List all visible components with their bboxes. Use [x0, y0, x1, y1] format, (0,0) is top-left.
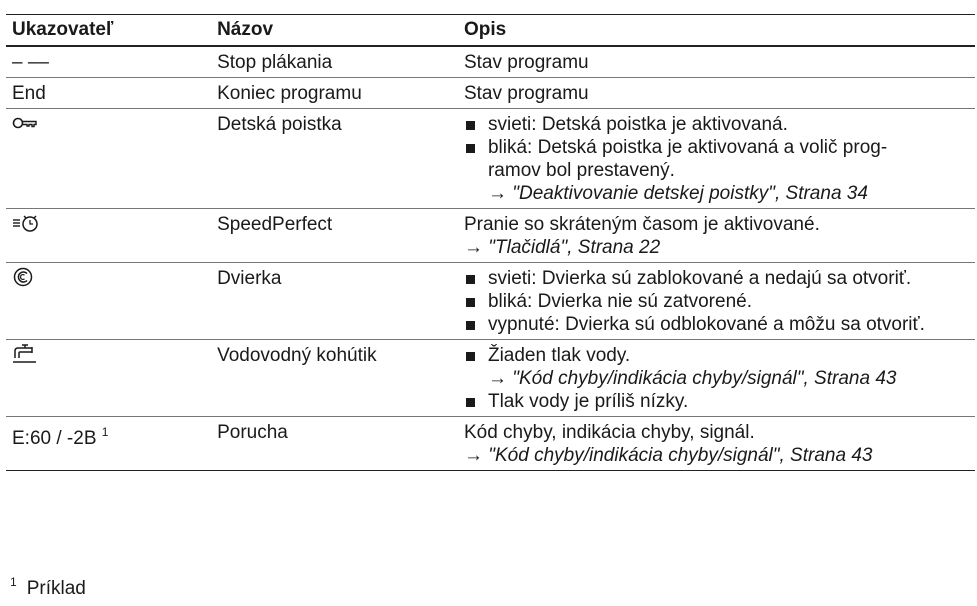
footnote-text: Príklad: [26, 578, 86, 599]
header-name: Názov: [211, 15, 458, 47]
description-cell: [458, 209, 975, 263]
table-row: [6, 417, 975, 471]
bullet-list: [464, 113, 969, 159]
header-indicator: Ukazovateľ: [6, 15, 211, 47]
description-cell: Stav programu: [458, 78, 975, 109]
key-icon: [12, 113, 38, 136]
cross-reference-link[interactable]: → "Deaktivovanie detskej poistky", Strana 34: [487, 183, 868, 204]
list-item: vypnuté: Dvierka sú odblokované a môžu sa otvoriť.: [464, 313, 969, 336]
name-cell: Porucha: [211, 417, 458, 471]
indicator-cell: End: [6, 78, 211, 109]
indicator-cell: [6, 209, 211, 263]
continuation-text: ramov bol prestavený.: [487, 160, 675, 181]
cross-reference-link[interactable]: → "Kód chyby/indikácia chyby/signál", Strana 43: [487, 368, 897, 389]
indicator-cell: – ––: [6, 46, 211, 78]
description-cell: [458, 263, 975, 340]
table-header-row: [6, 15, 975, 47]
list-item: bliká: Dvierka nie sú zatvorené.: [464, 290, 969, 313]
table-row: [6, 46, 975, 78]
name-cell: Detská poistka: [211, 109, 458, 209]
indicator-cell: [6, 340, 211, 417]
name-cell: Dvierka: [211, 263, 458, 340]
cross-reference-link[interactable]: → "Tlačidlá", Strana 22: [463, 237, 661, 258]
speed-clock-icon: [12, 213, 40, 239]
list-item: bliká: Detská poistka je aktivovaná a volič prog-: [464, 136, 969, 159]
footnote-marker: 1: [101, 425, 109, 439]
description-cell: [458, 340, 975, 417]
cross-reference-link[interactable]: → "Kód chyby/indikácia chyby/signál", Strana 43: [463, 445, 873, 466]
list-item: Žiaden tlak vody.: [464, 344, 969, 367]
indicator-code: E:60 / -2B: [12, 428, 97, 449]
list-item: svieti: Detská poistka je aktivovaná.: [464, 113, 969, 136]
name-cell: Stop plákania: [211, 46, 458, 78]
table-row: [6, 209, 975, 263]
description-text: Kód chyby, indikácia chyby, signál.: [463, 422, 755, 443]
description-cell: Stav programu: [458, 46, 975, 78]
door-lock-icon: [12, 267, 34, 293]
table-row: [6, 340, 975, 417]
footnote: [10, 575, 86, 600]
description-cell: [458, 109, 975, 209]
table-row: [6, 78, 975, 109]
name-cell: Koniec programu: [211, 78, 458, 109]
header-description: Opis: [458, 15, 975, 47]
indicator-cell: [6, 109, 211, 209]
bullet-list: [464, 267, 969, 336]
list-item: Tlak vody je príliš nízky.: [464, 390, 969, 413]
water-tap-icon: [12, 344, 38, 370]
indicator-cell: [6, 263, 211, 340]
indicator-table: [6, 14, 975, 471]
description-text: Pranie so skráteným časom je aktivované.: [463, 214, 820, 235]
bullet-list: [464, 390, 969, 413]
name-cell: SpeedPerfect: [211, 209, 458, 263]
footnote-mark: 1: [10, 575, 17, 589]
table-row: [6, 263, 975, 340]
name-cell: Vodovodný kohútik: [211, 340, 458, 417]
indicator-cell: [6, 417, 211, 471]
table-row: [6, 109, 975, 209]
list-item: svieti: Dvierka sú zablokované a nedajú sa otvoriť.: [464, 267, 969, 290]
bullet-list: [464, 344, 969, 367]
description-cell: [458, 417, 975, 471]
